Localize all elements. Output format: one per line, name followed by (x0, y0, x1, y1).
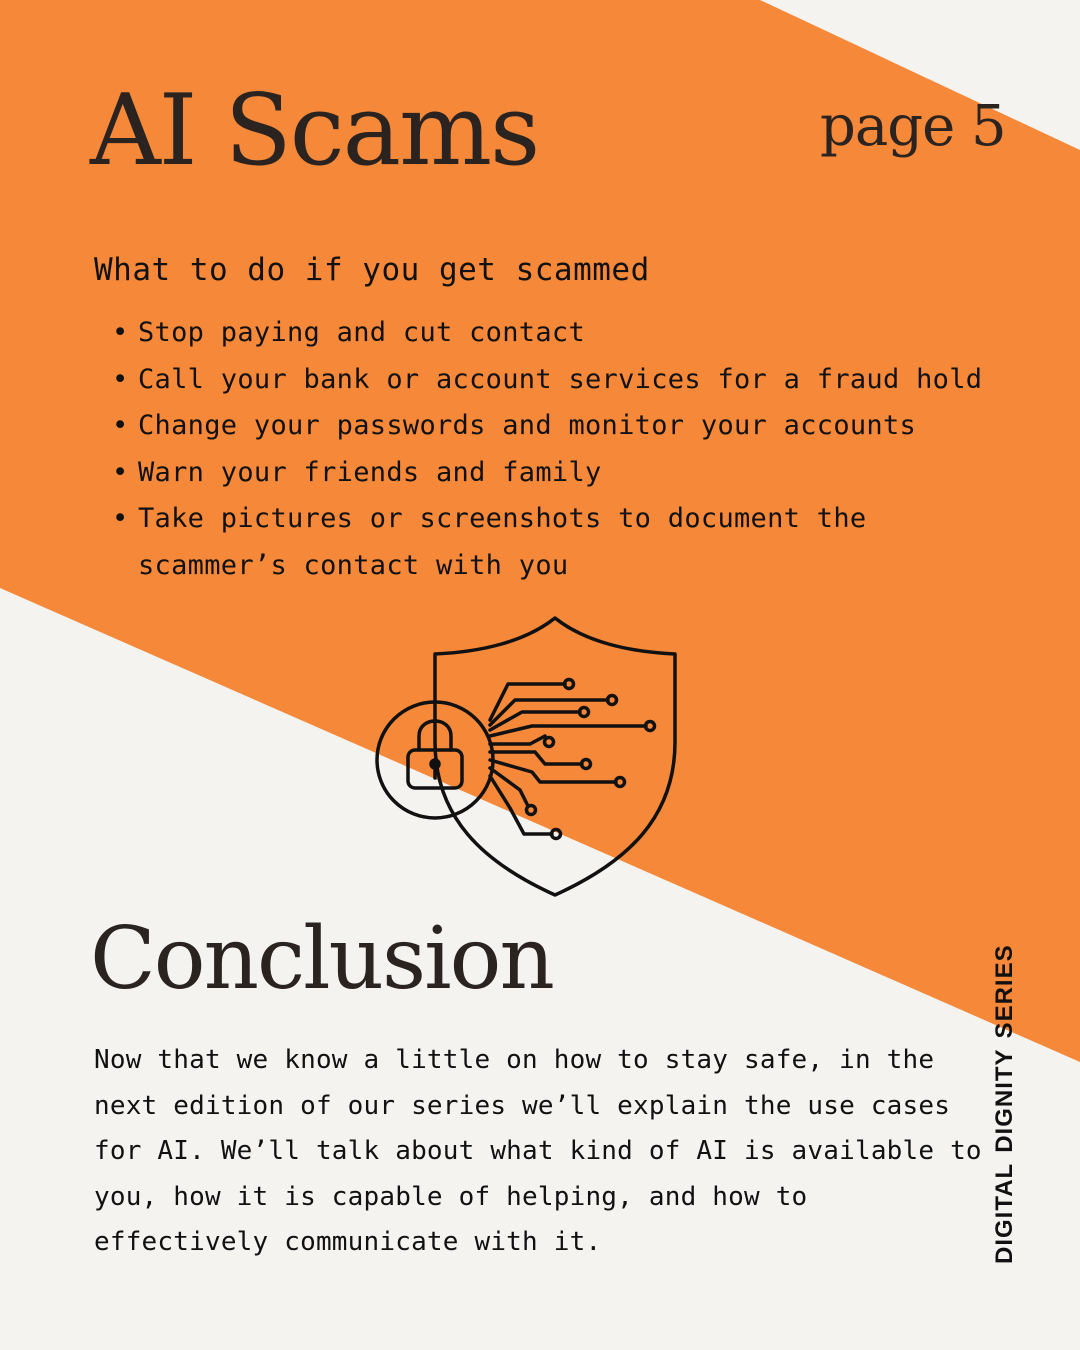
section-heading: What to do if you get scammed (94, 252, 650, 288)
page-title: AI Scams (90, 74, 539, 188)
step-item: • Call your bank or account services for a fraud hold (112, 357, 1012, 404)
step-item: • Take pictures or screenshots to document the scammer’s contact with you (112, 496, 1012, 589)
conclusion-title: Conclusion (90, 909, 553, 1009)
conclusion-body: Now that we know a little on how to stay safe, in the next edition of our series we’ll explain the use cases for AI. We’ll talk about what kind of AI is available to you, how it is capable of helping, and how to effectively communicate with it. (94, 1045, 982, 1257)
series-label (990, 944, 1020, 1264)
step-item: • Warn your friends and family (112, 450, 1012, 497)
step-item: • Change your passwords and monitor your accounts (112, 403, 1012, 450)
steps-list (112, 310, 1012, 589)
series-word: DIGNITY (991, 1048, 1018, 1153)
page-number: page 5 (820, 94, 1006, 159)
series-word: DIGITAL (991, 1162, 1018, 1264)
series-word: SERIES (991, 944, 1018, 1039)
step-item: • Stop paying and cut contact (112, 310, 1012, 357)
cyber-security-shield-padlock-icon (360, 612, 690, 902)
